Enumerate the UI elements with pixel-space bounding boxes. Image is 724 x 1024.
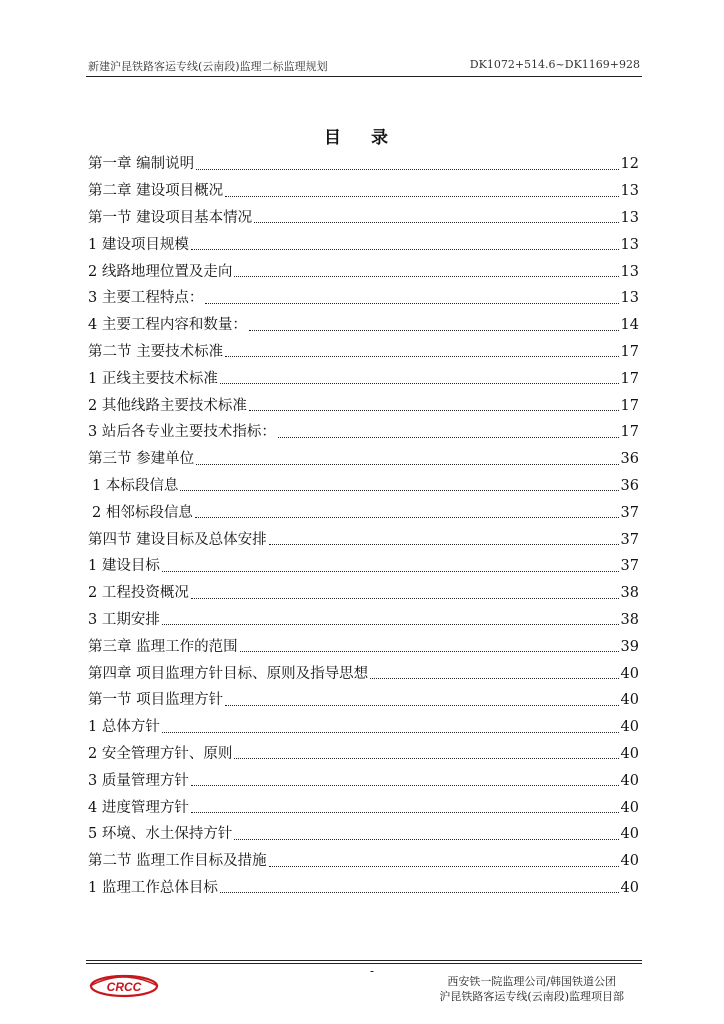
toc-entry-label: 1 建设项目规模 <box>88 236 189 253</box>
toc-entry-page: 36 <box>620 451 639 468</box>
toc-dot-leader <box>225 196 618 197</box>
toc-entry-label: 1 正线主要技术标准 <box>88 370 218 387</box>
toc-entry[interactable] <box>88 473 639 500</box>
toc-entry-page: 14 <box>620 317 639 334</box>
toc-entry[interactable] <box>88 365 639 392</box>
toc-entry-page: 38 <box>620 585 639 602</box>
toc-entry-label: 第一章 编制说明 <box>88 156 195 173</box>
toc-entry-label: 2 相邻标段信息 <box>92 504 193 521</box>
toc-entry[interactable] <box>88 446 639 473</box>
toc-entry-page: 40 <box>620 665 639 682</box>
toc-entry[interactable] <box>88 285 639 312</box>
toc-entry-label: 3 工期安排 <box>88 611 160 628</box>
toc-entry-label: 3 站后各专业主要技术指标： <box>88 424 276 441</box>
toc-dot-leader <box>162 624 619 625</box>
toc-dot-leader <box>249 410 619 411</box>
toc-dot-leader <box>191 785 619 786</box>
toc-dot-leader <box>196 464 618 465</box>
toc-entry[interactable] <box>88 687 639 714</box>
toc-entry[interactable] <box>88 875 639 902</box>
toc-entry-label: 第二章 建设项目概况 <box>88 183 224 200</box>
toc-entry-label: 3 质量管理方针 <box>88 772 189 789</box>
toc-entry-page: 40 <box>620 853 639 870</box>
toc-entry[interactable] <box>88 741 639 768</box>
toc-entry[interactable] <box>88 339 639 366</box>
footer-company-line1: 西安铁一院监理公司/韩国铁道公团 <box>447 975 617 988</box>
toc-entry[interactable] <box>88 821 639 848</box>
header-divider <box>86 76 642 77</box>
toc-dot-leader <box>191 249 619 250</box>
toc-entry-page: 37 <box>620 531 639 548</box>
footer-company-line2: 沪昆铁路客运专线(云南段)监理项目部 <box>439 990 624 1003</box>
header-project-title: 新建沪昆铁路客运专线(云南段)监理二标监理规划 <box>88 60 328 73</box>
toc-entry-page: 17 <box>620 343 639 360</box>
toc-entry[interactable] <box>88 794 639 821</box>
toc-dot-leader <box>225 356 618 357</box>
toc-dot-leader <box>370 678 618 679</box>
toc-dot-leader <box>234 758 618 759</box>
footer-company <box>439 974 624 1004</box>
toc-entry-page: 40 <box>620 799 639 816</box>
toc-entry[interactable] <box>88 205 639 232</box>
toc-dot-leader <box>240 651 619 652</box>
toc-entry[interactable] <box>88 848 639 875</box>
toc-entry[interactable] <box>88 580 639 607</box>
toc-dot-leader <box>254 222 618 223</box>
toc-entry[interactable] <box>88 151 639 178</box>
toc-entry-page: 40 <box>620 719 639 736</box>
toc-title: 目 录 <box>324 128 400 148</box>
toc-entry[interactable] <box>88 231 639 258</box>
toc-entry-label: 2 其他线路主要技术标准 <box>88 397 247 414</box>
toc-entry[interactable] <box>88 607 639 634</box>
toc-dot-leader <box>249 330 619 331</box>
toc-entry-page: 13 <box>620 263 639 280</box>
toc-entry[interactable] <box>88 633 639 660</box>
toc-entry-label: 5 环境、水土保持方针 <box>88 826 233 843</box>
toc-entry[interactable] <box>88 178 639 205</box>
toc-dot-leader <box>220 892 619 893</box>
toc-entry-label: 2 线路地理位置及走向 <box>88 263 233 280</box>
toc-dot-leader <box>162 732 619 733</box>
toc-entry[interactable] <box>88 312 639 339</box>
table-of-contents <box>88 151 639 901</box>
toc-dot-leader <box>205 303 618 304</box>
toc-entry-page: 12 <box>620 156 639 173</box>
toc-entry-page: 40 <box>620 692 639 709</box>
toc-entry[interactable] <box>88 660 639 687</box>
toc-entry-label: 第三节 参建单位 <box>88 451 195 468</box>
toc-entry[interactable] <box>88 499 639 526</box>
toc-entry[interactable] <box>88 553 639 580</box>
toc-entry-page: 13 <box>620 290 639 307</box>
toc-dot-leader <box>220 383 619 384</box>
toc-dot-leader <box>180 490 618 491</box>
toc-entry-label: 第四节 建设目标及总体安排 <box>88 531 267 548</box>
toc-entry-page: 17 <box>620 397 639 414</box>
toc-entry-label: 2 工程投资概况 <box>88 585 189 602</box>
toc-entry-page: 40 <box>620 745 639 762</box>
page-header <box>88 58 640 74</box>
toc-entry-page: 17 <box>620 424 639 441</box>
footer-divider-secondary <box>86 963 642 964</box>
toc-dot-leader <box>195 517 619 518</box>
toc-entry-page: 36 <box>620 477 639 494</box>
toc-entry-label: 第四章 项目监理方针目标、原则及指导思想 <box>88 665 369 682</box>
logo-text: CRCC <box>106 980 142 994</box>
toc-entry[interactable] <box>88 392 639 419</box>
toc-entry-label: 4 主要工程内容和数量： <box>88 317 247 334</box>
toc-entry-label: 1 建设目标 <box>88 558 160 575</box>
toc-entry-page: 38 <box>620 611 639 628</box>
toc-dot-leader <box>278 437 619 438</box>
header-mileage-range: DK1072+514.6~DK1169+928 <box>469 58 640 71</box>
toc-entry-label: 4 进度管理方针 <box>88 799 189 816</box>
toc-entry-page: 40 <box>620 879 639 896</box>
toc-dot-leader <box>269 866 619 867</box>
toc-entry-label: 第一节 建设项目基本情况 <box>88 209 253 226</box>
toc-entry[interactable] <box>88 526 639 553</box>
toc-dot-leader <box>162 571 619 572</box>
toc-entry-page: 40 <box>620 826 639 843</box>
toc-entry-page: 37 <box>620 558 639 575</box>
toc-entry-label: 1 总体方针 <box>88 719 160 736</box>
toc-entry-page: 13 <box>620 236 639 253</box>
page-number-mark: - <box>370 964 375 978</box>
toc-entry-page: 13 <box>620 183 639 200</box>
toc-entry[interactable] <box>88 767 639 794</box>
toc-entry-page: 13 <box>620 209 639 226</box>
toc-dot-leader <box>225 705 618 706</box>
toc-entry[interactable] <box>88 714 639 741</box>
toc-entry-label: 2 安全管理方针、原则 <box>88 745 233 762</box>
toc-dot-leader <box>234 839 618 840</box>
toc-entry-label: 第三章 监理工作的范围 <box>88 638 238 655</box>
toc-dot-leader <box>191 598 619 599</box>
toc-dot-leader <box>269 544 619 545</box>
toc-dot-leader <box>191 812 619 813</box>
toc-entry-label: 第二节 主要技术标准 <box>88 343 224 360</box>
footer-divider <box>86 960 642 961</box>
toc-entry-label: 1 监理工作总体目标 <box>88 879 218 896</box>
crcc-logo <box>84 972 164 1000</box>
toc-entry-page: 17 <box>620 370 639 387</box>
toc-entry-page: 40 <box>620 772 639 789</box>
toc-entry[interactable] <box>88 419 639 446</box>
toc-entry-page: 37 <box>620 504 639 521</box>
toc-dot-leader <box>196 169 618 170</box>
toc-entry-label: 第二节 监理工作目标及措施 <box>88 853 267 870</box>
toc-dot-leader <box>234 276 618 277</box>
toc-entry-label: 1 本标段信息 <box>92 477 179 494</box>
toc-entry-label: 第一节 项目监理方针 <box>88 692 224 709</box>
toc-entry[interactable] <box>88 258 639 285</box>
toc-entry-page: 39 <box>620 638 639 655</box>
toc-entry-label: 3 主要工程特点： <box>88 290 204 307</box>
